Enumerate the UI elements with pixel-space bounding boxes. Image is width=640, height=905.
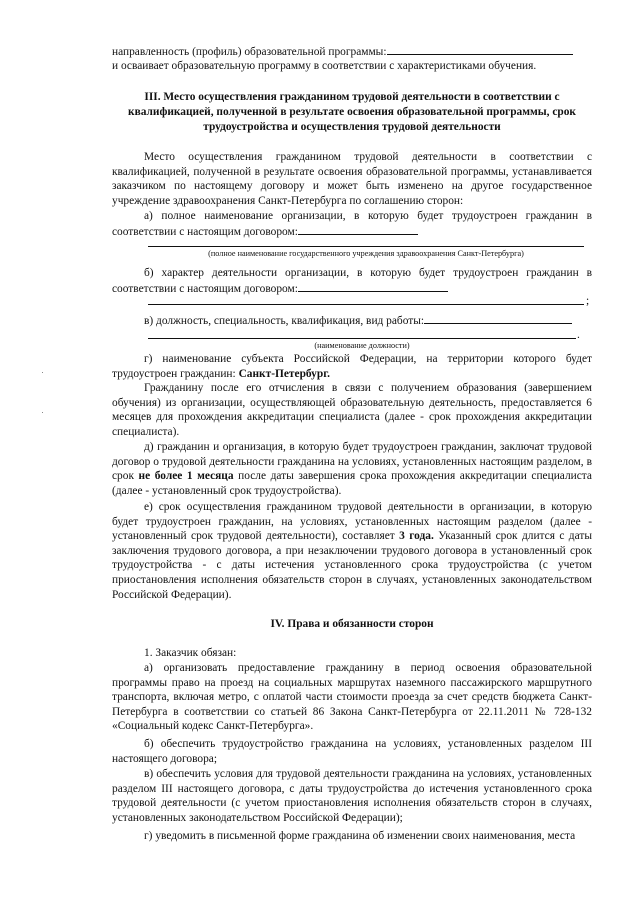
- accreditation-paragraph: Гражданину после его отчисления в связи с получением образования (завершением обучения) из организации, осуществляющей образовательную деятельность, предоставляется 6 месяцев для прохождения аккредитации специалиста (далее - срок прохождения аккредитации специалиста).: [112, 382, 592, 438]
- item-d-text-end: после даты завершения срока прохождения аккредитации специалиста (далее - установленный срок трудоустройства).: [112, 470, 592, 497]
- scan-mark: [42, 412, 43, 413]
- item-v-paragraph: [112, 313, 592, 329]
- item-e-text-end: Указанный срок длится с даты заключения трудового договора, а при незаключении трудового договора в установленный срок трудоустройства - с даты истечения установленного срока трудоустройства (с учетом приостановления исполнения обязательств сторон в случаях, установленных законодательством Российской Федерации).: [112, 530, 592, 601]
- position-caption: (наименование должности): [314, 341, 410, 350]
- item-d-paragraph: [112, 440, 592, 498]
- org-name-field: [298, 224, 418, 235]
- item-e-paragraph: [112, 500, 592, 602]
- obligation-v-paragraph: в) обеспечить условия для трудовой деятельности гражданина на условиях, установленных разделом III настоящего договора, с даты трудоустройства до истечения установленного срока трудовой деятельности (с учетом приостановления исполнения обязательств сторон в случаях, установленных законодательством Российской Федерации);: [112, 768, 592, 824]
- region-name: Санкт-Петербург.: [238, 367, 330, 380]
- item-v-text: в) должность, специальность, квалификация, вид работы:: [144, 315, 425, 327]
- section-3-intro-paragraph: Место осуществления гражданином трудовой деятельности в соответствии с квалификацией, полученной в результате освоения образовательной программы, устанавливается заказчиком по настоящему договору и может быть изменено на другое государственное учреждение здравоохранения Санкт-Петербурга по соглашению сторон:: [112, 151, 592, 207]
- item-g-paragraph: [112, 352, 592, 381]
- item-b-paragraph: [112, 266, 592, 296]
- position-field: [424, 313, 572, 324]
- org-name-caption: (полное наименование государственного учреждения здравоохранения Санкт-Петербурга): [208, 249, 524, 258]
- program-characteristics-line: и осваивает образовательную программу в соответствии с характеристиками обучения.: [112, 60, 537, 72]
- obligation-b-paragraph: б) обеспечить трудоустройство гражданина на условиях, установленных разделом III настоящего договора;: [112, 738, 592, 765]
- item-d-text-start: д) гражданин и организация, в которую будет трудоустроен гражданин, заключат трудовой договор о трудовой деятельности гражданина на условиях, установленных настоящим разделом, в срок: [112, 441, 592, 483]
- org-activity-field: [298, 281, 448, 292]
- item-b-end: ;: [586, 295, 590, 307]
- employment-term: 3 года.: [399, 530, 434, 543]
- scan-mark: [42, 372, 43, 373]
- employment-deadline: не более 1 месяца: [138, 470, 234, 483]
- item-b-text: б) характер деятельности организации, в которую будет трудоустроен гражданин в соответствии с настоящим договором:: [112, 267, 592, 295]
- section-4-heading: IV. Права и обязанности сторон: [270, 618, 434, 630]
- item-a-text: а) полное наименование организации, в которую будет трудоустроен гражданин в соответствии с настоящим договором:: [112, 210, 592, 238]
- item-v-end: .: [577, 329, 580, 341]
- item-a-paragraph: [112, 209, 592, 239]
- item-e-text-start: е) срок осуществления гражданином трудовой деятельности в организации, в которую будет трудоустроен гражданин, на условиях, установленных настоящим разделом (далее - установленный срок трудовой деятельности), составляет: [112, 501, 592, 543]
- item-g-text: г) наименование субъекта Российской Федерации, на территории которого будет трудоустроен гражданин:: [112, 353, 592, 380]
- org-name-field-line: [148, 246, 584, 247]
- program-profile-label: направленность (профиль) образовательной программы:: [112, 46, 387, 58]
- obligation-g-paragraph: г) уведомить в письменной форме гражданина об изменении своих наименования, места: [144, 830, 576, 842]
- program-profile-line: [112, 44, 592, 60]
- org-activity-field-line: [148, 304, 584, 305]
- customer-obligations-title: 1. Заказчик обязан:: [144, 647, 237, 659]
- program-profile-field: [387, 44, 573, 55]
- section-3-heading: III. Место осуществления гражданином трудовой деятельности в соответствии с квалификацией, полученной в результате освоения образовательной программы, срок трудоустройства и осуществления трудовой деятельности: [128, 91, 576, 134]
- obligation-a-paragraph: а) организовать предоставление гражданину в период освоения образовательной программы право на проезд на социальных маршрутах наземного пассажирского маршрутного транспорта, включая метро, с оплатой части стоимости проезда за счет средств бюджета Санкт-Петербурга в соответствии со статьей 86 Закона Санкт-Петербурга от 22.11.2011 № 728-132 «Социальный кодекс Санкт-Петербурга».: [112, 662, 592, 733]
- position-field-line: [148, 338, 576, 339]
